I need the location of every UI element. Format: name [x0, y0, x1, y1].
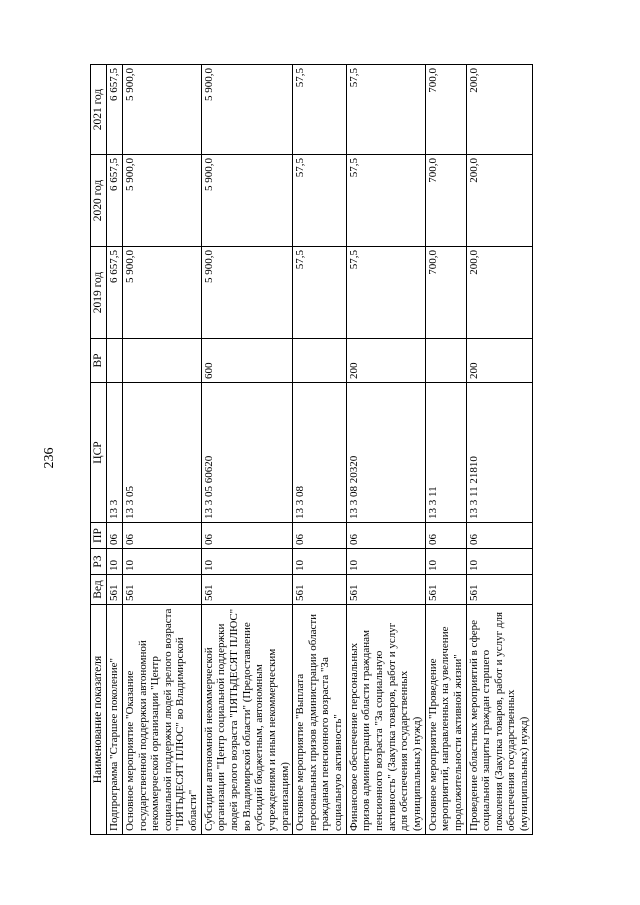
cell-vr: 200 [466, 339, 532, 383]
cell-2019: 57,5 [293, 247, 347, 339]
cell-name: Основное мероприятие "Выплата персональных призов администрации области гражданам пенсионного возраста "За социальную активность" [293, 605, 347, 835]
cell-vr [425, 339, 466, 383]
cell-name: Субсидии автономной некоммерческой организации "Центр социальной поддержки людей зрелого возраста "ПЯТЬДЕСЯТ ПЛЮС" во Владимирской области" (Предоставление субсидий бюджетным, автономным учреждениям и иным некоммерческим организациям) [201, 605, 292, 835]
cell-vr: 200 [346, 339, 425, 383]
cell-2021: 57,5 [346, 65, 425, 155]
cell-rz: 10 [466, 549, 532, 575]
table-header-row [91, 65, 107, 835]
cell-csr: 13 3 [107, 383, 123, 523]
header-2020: 2020 год [91, 155, 107, 247]
header-2021: 2021 год [91, 65, 107, 155]
cell-rz: 10 [346, 549, 425, 575]
cell-name: Основное мероприятие "Оказание государственной поддержки автономной некоммерческой организации "Центр социальной поддержки людей зрелого возраста "ПЯТЬДЕСЯТ ПЛЮС" во Владимирской области" [122, 605, 201, 835]
cell-pr: 06 [293, 523, 347, 549]
cell-csr: 13 3 08 [293, 383, 347, 523]
cell-ved: 561 [122, 575, 201, 605]
cell-2020: 6 657,5 [107, 155, 123, 247]
cell-name: Проведение областных мероприятий в сфере социальной защиты граждан старшего поколения (Закупка товаров, работ и услуг для обеспечения государственных (муниципальных) нужд) [466, 605, 532, 835]
cell-name: Финансовое обеспечение персональных призов администрации области гражданам пенсионного возраста "За социальную активность" (Закупка товаров, работ и услуг для обеспечения государственных (муниципальных) нужд) [346, 605, 425, 835]
table-row [201, 65, 292, 835]
cell-2019: 57,5 [346, 247, 425, 339]
budget-table [90, 64, 533, 835]
cell-rz: 10 [425, 549, 466, 575]
cell-2021: 6 657,5 [107, 65, 123, 155]
cell-2020: 5 900,0 [201, 155, 292, 247]
cell-rz: 10 [107, 549, 123, 575]
table-row [466, 65, 532, 835]
cell-vr: 600 [201, 339, 292, 383]
rotated-sheet [90, 65, 630, 835]
cell-ved: 561 [201, 575, 292, 605]
header-2019: 2019 год [91, 247, 107, 339]
page-number: 236 [42, 447, 57, 469]
header-name: Наименование показателя [91, 605, 107, 835]
cell-ved: 561 [466, 575, 532, 605]
table-body [107, 65, 533, 835]
cell-vr [293, 339, 347, 383]
cell-rz: 10 [122, 549, 201, 575]
cell-2021: 5 900,0 [122, 65, 201, 155]
cell-2020: 700,0 [425, 155, 466, 247]
table-rotator [90, 65, 630, 835]
cell-vr [122, 339, 201, 383]
cell-2020: 200,0 [466, 155, 532, 247]
cell-ved: 561 [107, 575, 123, 605]
cell-name: Основное мероприятие "Проведение мероприятий, направленных на увеличение продолжительности активной жизни" [425, 605, 466, 835]
cell-2021: 200,0 [466, 65, 532, 155]
cell-csr: 13 3 11 [425, 383, 466, 523]
table-row [346, 65, 425, 835]
cell-pr: 06 [425, 523, 466, 549]
cell-vr [107, 339, 123, 383]
cell-2021: 700,0 [425, 65, 466, 155]
cell-2020: 57,5 [346, 155, 425, 247]
table-row [122, 65, 201, 835]
cell-2021: 5 900,0 [201, 65, 292, 155]
table-row [293, 65, 347, 835]
cell-rz: 10 [293, 549, 347, 575]
cell-csr: 13 3 08 20320 [346, 383, 425, 523]
header-rz: РЗ [91, 549, 107, 575]
cell-pr: 06 [107, 523, 123, 549]
header-vr: ВР [91, 339, 107, 383]
header-ved: Вед [91, 575, 107, 605]
cell-2019: 5 900,0 [201, 247, 292, 339]
cell-pr: 06 [122, 523, 201, 549]
cell-csr: 13 3 05 [122, 383, 201, 523]
cell-csr: 13 3 05 60620 [201, 383, 292, 523]
header-pr: ПР [91, 523, 107, 549]
cell-name: Подпрограмма "Старшее поколение" [107, 605, 123, 835]
cell-2020: 5 900,0 [122, 155, 201, 247]
cell-pr: 06 [346, 523, 425, 549]
cell-2019: 5 900,0 [122, 247, 201, 339]
cell-2019: 6 657,5 [107, 247, 123, 339]
table-row [425, 65, 466, 835]
cell-2020: 57,5 [293, 155, 347, 247]
cell-rz: 10 [201, 549, 292, 575]
table-row [107, 65, 123, 835]
cell-2019: 700,0 [425, 247, 466, 339]
cell-ved: 561 [425, 575, 466, 605]
cell-ved: 561 [293, 575, 347, 605]
cell-pr: 06 [201, 523, 292, 549]
cell-pr: 06 [466, 523, 532, 549]
cell-csr: 13 3 11 21810 [466, 383, 532, 523]
cell-ved: 561 [346, 575, 425, 605]
cell-2019: 200,0 [466, 247, 532, 339]
cell-2021: 57,5 [293, 65, 347, 155]
header-csr: ЦСР [91, 383, 107, 523]
